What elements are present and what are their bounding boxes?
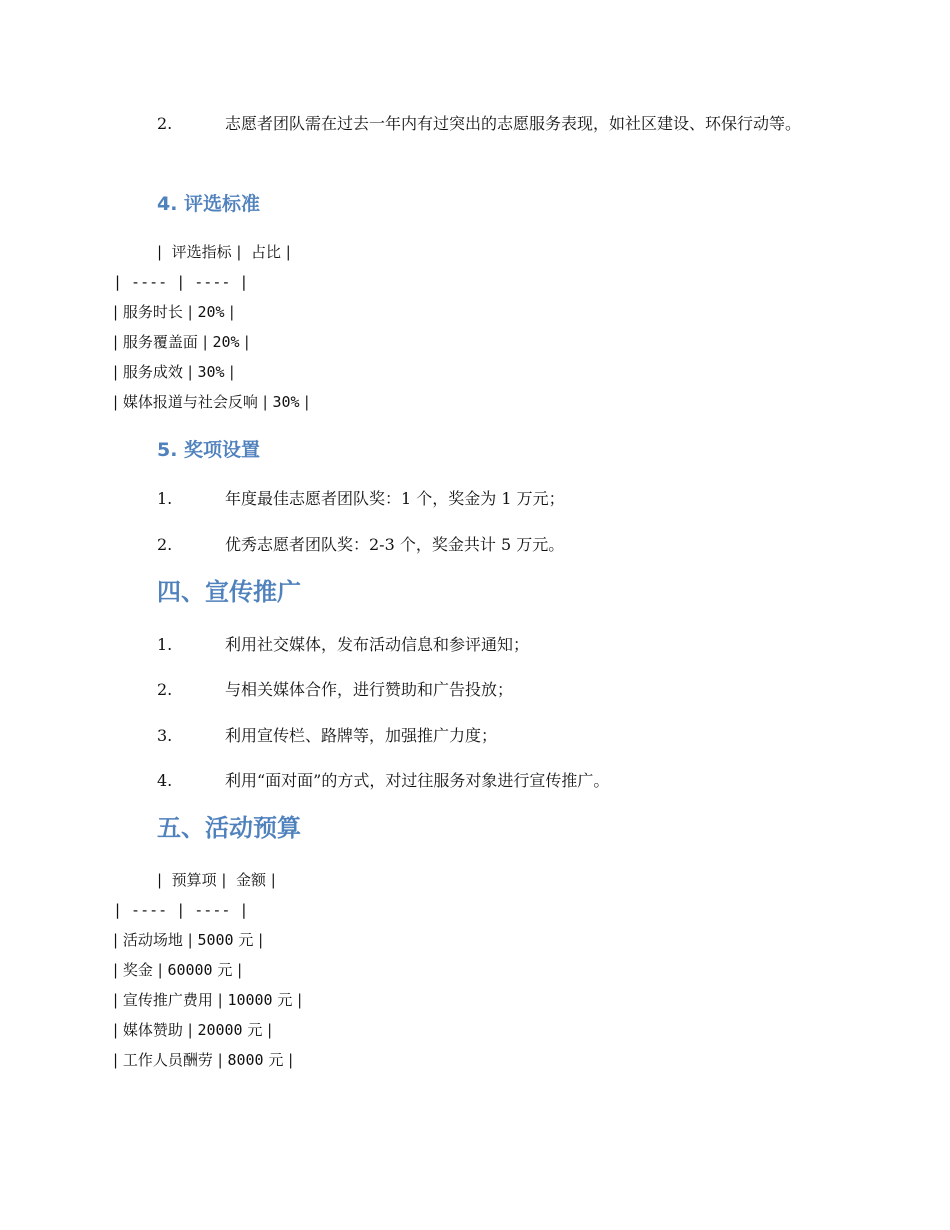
budget-unit: 元 — [238, 931, 254, 949]
budget-label: 宣传推广费用 — [122, 991, 213, 1009]
budget-unit: 元 — [268, 1051, 284, 1069]
budget-table-header: | 预算项 | 金额 | — [157, 871, 276, 889]
list-text: 利用宣传栏、路牌等，加强推广力度； — [225, 726, 498, 745]
list-number: 4. — [157, 771, 173, 790]
list-text: 利用“面对面”的方式，对过往服务对象进行宣传推广。 — [225, 771, 610, 790]
award-item — [157, 489, 565, 509]
list-number: 2. — [157, 680, 173, 699]
criteria-label: 服务成效 — [122, 363, 183, 381]
criteria-row: | 服务覆盖面 | 20% | — [113, 333, 250, 351]
part-heading-promotion: 四、宣传推广 — [157, 578, 301, 606]
list-number: 2. — [157, 535, 173, 554]
criteria-value: 20% — [212, 333, 240, 351]
budget-unit: 元 — [277, 991, 293, 1009]
budget-label: 活动场地 — [122, 931, 183, 949]
budget-row: | 工作人员酬劳 | 8000 元 | — [113, 1051, 294, 1069]
criteria-label: 服务时长 — [122, 303, 183, 321]
list-text: 利用社交媒体，发布活动信息和参评通知； — [225, 635, 530, 654]
list-text: 与相关媒体合作，进行赞助和广告投放； — [225, 680, 514, 699]
budget-label: 奖金 — [122, 961, 153, 979]
list-number: 2. — [157, 114, 173, 133]
list-text: 优秀志愿者团队奖：2-3 个，奖金共计 5 万元。 — [225, 535, 565, 554]
budget-amount: 10000 — [227, 991, 273, 1009]
section-heading-criteria: 4. 评选标准 — [157, 193, 261, 215]
budget-label: 工作人员酬劳 — [122, 1051, 213, 1069]
criteria-row: | 服务成效 | 30% | — [113, 363, 235, 381]
budget-amount: 8000 — [227, 1051, 264, 1069]
budget-row: | 宣传推广费用 | 10000 元 | — [113, 991, 303, 1009]
list-number: 3. — [157, 726, 173, 745]
list-number: 1. — [157, 489, 173, 508]
promotion-item — [157, 635, 529, 655]
section-heading-awards: 5. 奖项设置 — [157, 439, 261, 461]
promotion-item — [157, 726, 497, 746]
promotion-item — [157, 680, 513, 700]
budget-row: | 奖金 | 60000 元 | — [113, 961, 243, 979]
criteria-table-separator: | ---- | ---- | — [113, 273, 249, 291]
promotion-item — [157, 771, 609, 791]
budget-unit: 元 — [247, 1021, 263, 1039]
budget-label: 媒体赞助 — [122, 1021, 183, 1039]
criteria-label: 媒体报道与社会反响 — [122, 393, 258, 411]
list-text: 志愿者团队需在过去一年内有过突出的志愿服务表现，如社区建设、环保行动等。 — [225, 114, 802, 133]
criteria-row: | 媒体报道与社会反响 | 30% | — [113, 393, 310, 411]
eligibility-item-2 — [113, 108, 843, 139]
budget-table-separator: | ---- | ---- | — [113, 901, 249, 919]
criteria-value: 30% — [272, 393, 300, 411]
award-item — [157, 535, 564, 555]
criteria-value: 30% — [197, 363, 225, 381]
budget-unit: 元 — [217, 961, 233, 979]
budget-row: | 媒体赞助 | 20000 元 | — [113, 1021, 273, 1039]
budget-amount: 60000 — [167, 961, 213, 979]
budget-amount: 5000 — [197, 931, 234, 949]
budget-amount: 20000 — [197, 1021, 243, 1039]
list-text: 年度最佳志愿者团队奖：1 个，奖金为 1 万元； — [225, 489, 565, 508]
criteria-table-header: | 评选指标 | 占比 | — [157, 243, 291, 261]
part-heading-budget: 五、活动预算 — [157, 814, 301, 842]
criteria-value: 20% — [197, 303, 225, 321]
criteria-row: | 服务时长 | 20% | — [113, 303, 235, 321]
budget-row: | 活动场地 | 5000 元 | — [113, 931, 264, 949]
list-number: 1. — [157, 635, 173, 654]
criteria-label: 服务覆盖面 — [122, 333, 198, 351]
